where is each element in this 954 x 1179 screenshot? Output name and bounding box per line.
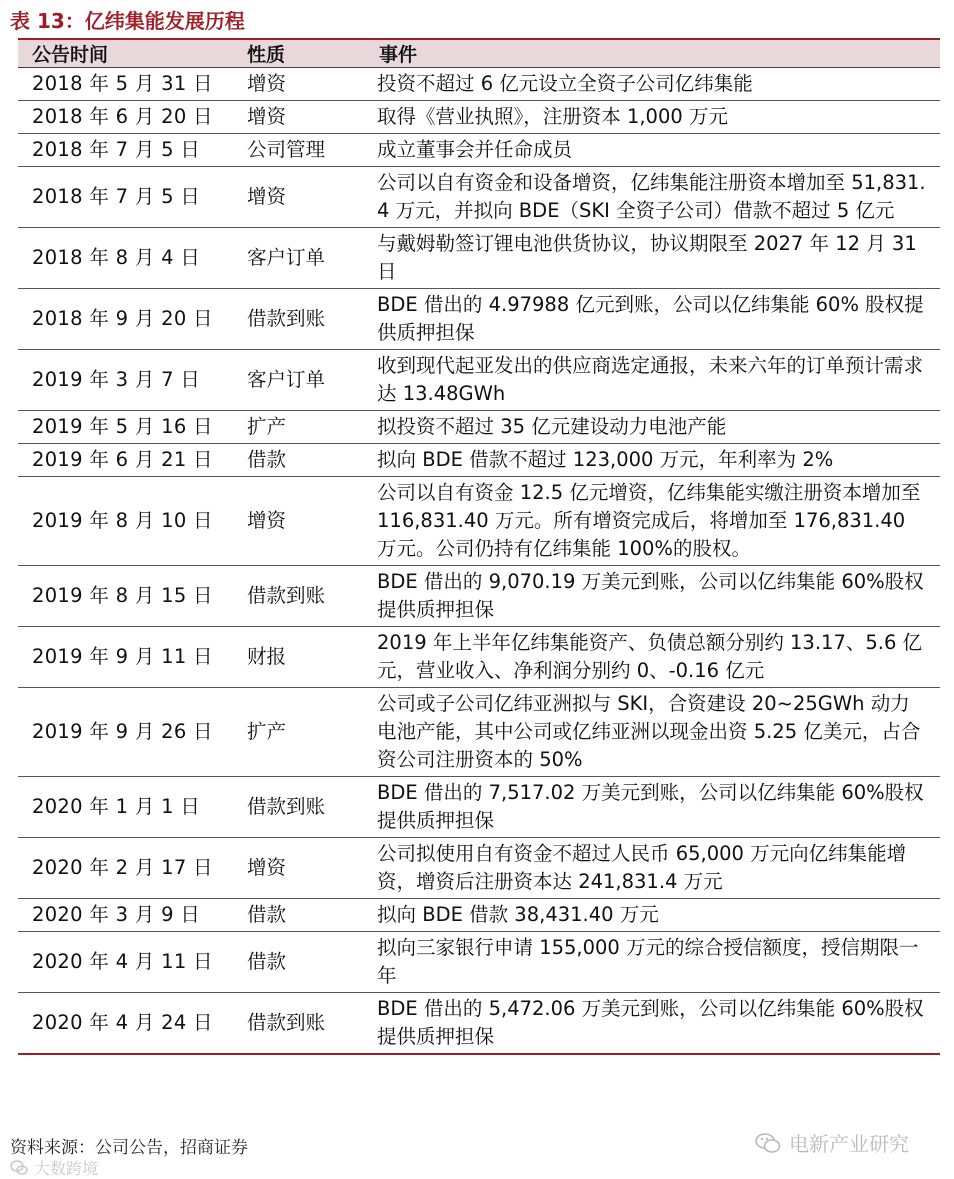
- watermark-left: [10, 1156, 98, 1179]
- type-cell: 客户订单: [233, 228, 365, 289]
- table-row: [18, 477, 940, 566]
- event-cell: BDE 借出的 7,517.02 万美元到账，公司以亿纬集能 60%股权提供质押担保: [365, 777, 940, 838]
- type-cell: 借款到账: [233, 993, 365, 1055]
- table-row: [18, 289, 940, 350]
- event-cell: BDE 借出的 4.97988 亿元到账，公司以亿纬集能 60% 股权提供质押担保: [365, 289, 940, 350]
- date-cell: 2019 年 8 月 15 日: [18, 566, 233, 627]
- type-cell: 扩产: [233, 411, 365, 444]
- table-row: [18, 627, 940, 688]
- date-cell: 2018 年 5 月 31 日: [18, 68, 233, 101]
- event-cell: 成立董事会并任命成员: [365, 134, 940, 167]
- wechat-icon: [755, 1132, 781, 1154]
- table-row: [18, 134, 940, 167]
- type-cell: 扩产: [233, 688, 365, 777]
- watermark-right: [755, 1128, 909, 1157]
- date-cell: 2019 年 9 月 11 日: [18, 627, 233, 688]
- event-cell: 公司以自有资金和设备增资，亿纬集能注册资本增加至 51,831.4 万元，并拟向 BDE（SKI 全资子公司）借款不超过 5 亿元: [365, 167, 940, 228]
- date-cell: 2020 年 4 月 11 日: [18, 932, 233, 993]
- source-note: 资料来源：公司公告，招商证券: [10, 1138, 248, 1158]
- event-cell: 拟向 BDE 借款不超过 123,000 万元，年利率为 2%: [365, 444, 940, 477]
- table-row: [18, 350, 940, 411]
- type-cell: 增资: [233, 477, 365, 566]
- table-header: [18, 39, 940, 68]
- event-cell: 拟投资不超过 35 亿元建设动力电池产能: [365, 411, 940, 444]
- event-cell: 公司或子公司亿纬亚洲拟与 SKI，合资建设 20~25GWh 动力电池产能，其中公司或亿纬亚洲以现金出资 5.25 亿美元，占合资公司注册资本的 50%: [365, 688, 940, 777]
- type-cell: 借款: [233, 444, 365, 477]
- event-cell: 与戴姆勒签订锂电池供货协议，协议期限至 2027 年 12 月 31 日: [365, 228, 940, 289]
- table-row: [18, 411, 940, 444]
- date-cell: 2020 年 3 月 9 日: [18, 899, 233, 932]
- date-cell: 2020 年 4 月 24 日: [18, 993, 233, 1055]
- type-cell: 增资: [233, 167, 365, 228]
- type-cell: 增资: [233, 101, 365, 134]
- table-body: [18, 68, 940, 1055]
- date-cell: 2019 年 5 月 16 日: [18, 411, 233, 444]
- table-row: [18, 993, 940, 1055]
- table-row: [18, 899, 940, 932]
- event-cell: 公司拟使用自有资金不超过人民币 65,000 万元向亿纬集能增资，增资后注册资本达 241,831.4 万元: [365, 838, 940, 899]
- wechat-icon: [10, 1160, 28, 1176]
- table-row: [18, 228, 940, 289]
- header-type: 性质: [233, 39, 365, 68]
- table-row: [18, 167, 940, 228]
- header-date: 公告时间: [18, 39, 233, 68]
- type-cell: 借款到账: [233, 777, 365, 838]
- watermark-right-text: 电新产业研究: [789, 1132, 909, 1156]
- date-cell: 2018 年 6 月 20 日: [18, 101, 233, 134]
- table-row: [18, 68, 940, 101]
- type-cell: 增资: [233, 838, 365, 899]
- table-row: [18, 688, 940, 777]
- event-cell: 投资不超过 6 亿元设立全资子公司亿纬集能: [365, 68, 940, 101]
- table-row: [18, 777, 940, 838]
- watermark-left-text: 大数跨境: [34, 1159, 99, 1178]
- event-cell: 公司以自有资金 12.5 亿元增资，亿纬集能实缴注册资本增加至 116,831.40 万元。所有增资完成后，将增加至 176,831.40 万元。公司仍持有亿纬集能 100%的股权。: [365, 477, 940, 566]
- event-cell: 收到现代起亚发出的供应商选定通报，未来六年的订单预计需求达 13.48GWh: [365, 350, 940, 411]
- type-cell: 借款到账: [233, 566, 365, 627]
- table-row: [18, 932, 940, 993]
- table-title: 表 13：亿纬集能发展历程: [10, 9, 245, 33]
- date-cell: 2019 年 9 月 26 日: [18, 688, 233, 777]
- table-row: [18, 838, 940, 899]
- event-cell: 拟向 BDE 借款 38,431.40 万元: [365, 899, 940, 932]
- date-cell: 2019 年 3 月 7 日: [18, 350, 233, 411]
- type-cell: 公司管理: [233, 134, 365, 167]
- type-cell: 增资: [233, 68, 365, 101]
- date-cell: 2020 年 1 月 1 日: [18, 777, 233, 838]
- header-event: 事件: [365, 39, 940, 68]
- date-cell: 2018 年 9 月 20 日: [18, 289, 233, 350]
- date-cell: 2018 年 7 月 5 日: [18, 134, 233, 167]
- date-cell: 2018 年 7 月 5 日: [18, 167, 233, 228]
- type-cell: 借款: [233, 932, 365, 993]
- type-cell: 借款: [233, 899, 365, 932]
- date-cell: 2018 年 8 月 4 日: [18, 228, 233, 289]
- type-cell: 财报: [233, 627, 365, 688]
- events-table: [18, 38, 940, 1055]
- table-row: [18, 101, 940, 134]
- event-cell: 取得《营业执照》，注册资本 1,000 万元: [365, 101, 940, 134]
- date-cell: 2019 年 8 月 10 日: [18, 477, 233, 566]
- event-cell: 拟向三家银行申请 155,000 万元的综合授信额度，授信期限一年: [365, 932, 940, 993]
- date-cell: 2020 年 2 月 17 日: [18, 838, 233, 899]
- type-cell: 客户订单: [233, 350, 365, 411]
- event-cell: BDE 借出的 5,472.06 万美元到账，公司以亿纬集能 60%股权提供质押担保: [365, 993, 940, 1055]
- table-row: [18, 566, 940, 627]
- table-row: [18, 444, 940, 477]
- type-cell: 借款到账: [233, 289, 365, 350]
- event-cell: BDE 借出的 9,070.19 万美元到账，公司以亿纬集能 60%股权提供质押担保: [365, 566, 940, 627]
- event-cell: 2019 年上半年亿纬集能资产、负债总额分别约 13.17、5.6 亿元，营业收入、净利润分别约 0、-0.16 亿元: [365, 627, 940, 688]
- date-cell: 2019 年 6 月 21 日: [18, 444, 233, 477]
